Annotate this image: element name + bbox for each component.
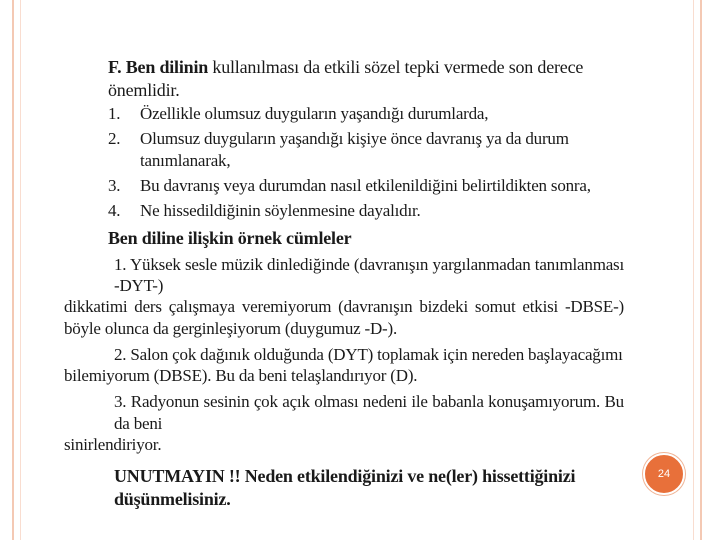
example-paragraph [64, 344, 624, 387]
numbered-list [64, 103, 624, 221]
heading-rest: kullanılması da etkili sözel tepki vermede son derece önemlidir. [108, 57, 584, 100]
list-text: Ne hissedildiğinin söylenmesine dayalıdır. [140, 201, 421, 220]
list-text: Özellikle olumsuz duyguların yaşandığı durumlarda, [140, 104, 489, 123]
example-paragraph [64, 391, 624, 455]
list-number: 2. [108, 129, 121, 149]
examples-heading: Ben diline ilişkin örnek cümleler [108, 228, 352, 249]
list-item [108, 103, 624, 124]
example-paragraph [64, 254, 624, 339]
example-first-line: 3. Radyonun sesinin çok açık olması nedeni ile babanla konuşamıyorum. Bu da beni [114, 392, 624, 433]
list-item [108, 175, 624, 196]
section-heading [108, 56, 624, 101]
example-continuation: sinirlendiriyor. [64, 434, 162, 454]
list-text: Olumsuz duyguların yaşandığı kişiye önce davranış ya da durum tanımlanarak, [140, 129, 569, 170]
scanned-page [64, 56, 624, 510]
list-item [108, 200, 624, 221]
warning-note: UNUTMAYIN !! Neden etkilendiğinizi ve ne(ler) hissettiğinizi düşünmelisiniz. [114, 466, 576, 509]
heading-bold: F. Ben dilinin [108, 57, 209, 77]
list-number: 4. [108, 201, 121, 220]
list-number: 3. [108, 175, 121, 195]
list-text: Bu davranış veya durumdan nasıl etkilenildiğini belirtildikten sonra, [140, 175, 591, 195]
example-first-line: 2. Salon çok dağınık olduğunda (DYT) toplamak için nereden başlayacağımı [114, 344, 623, 364]
example-continuation: dikkatimi ders çalışmaya veremiyorum (davranışın bizdeki somut etkisi -DBSE-) böyle olunca da gerginleşiyorum (duygumuz -D-). [64, 297, 624, 338]
list-number: 1. [108, 104, 121, 123]
example-first-line: 1. Yüksek sesle müzik dinlediğinde (davranışın yargılanmadan tanımlanması -DYT-) [114, 254, 624, 295]
page-number-badge: 24 [643, 453, 685, 495]
example-continuation: bilemiyorum (DBSE). Bu da beni telaşlandırıyor (D). [64, 366, 418, 385]
list-item [108, 128, 624, 171]
